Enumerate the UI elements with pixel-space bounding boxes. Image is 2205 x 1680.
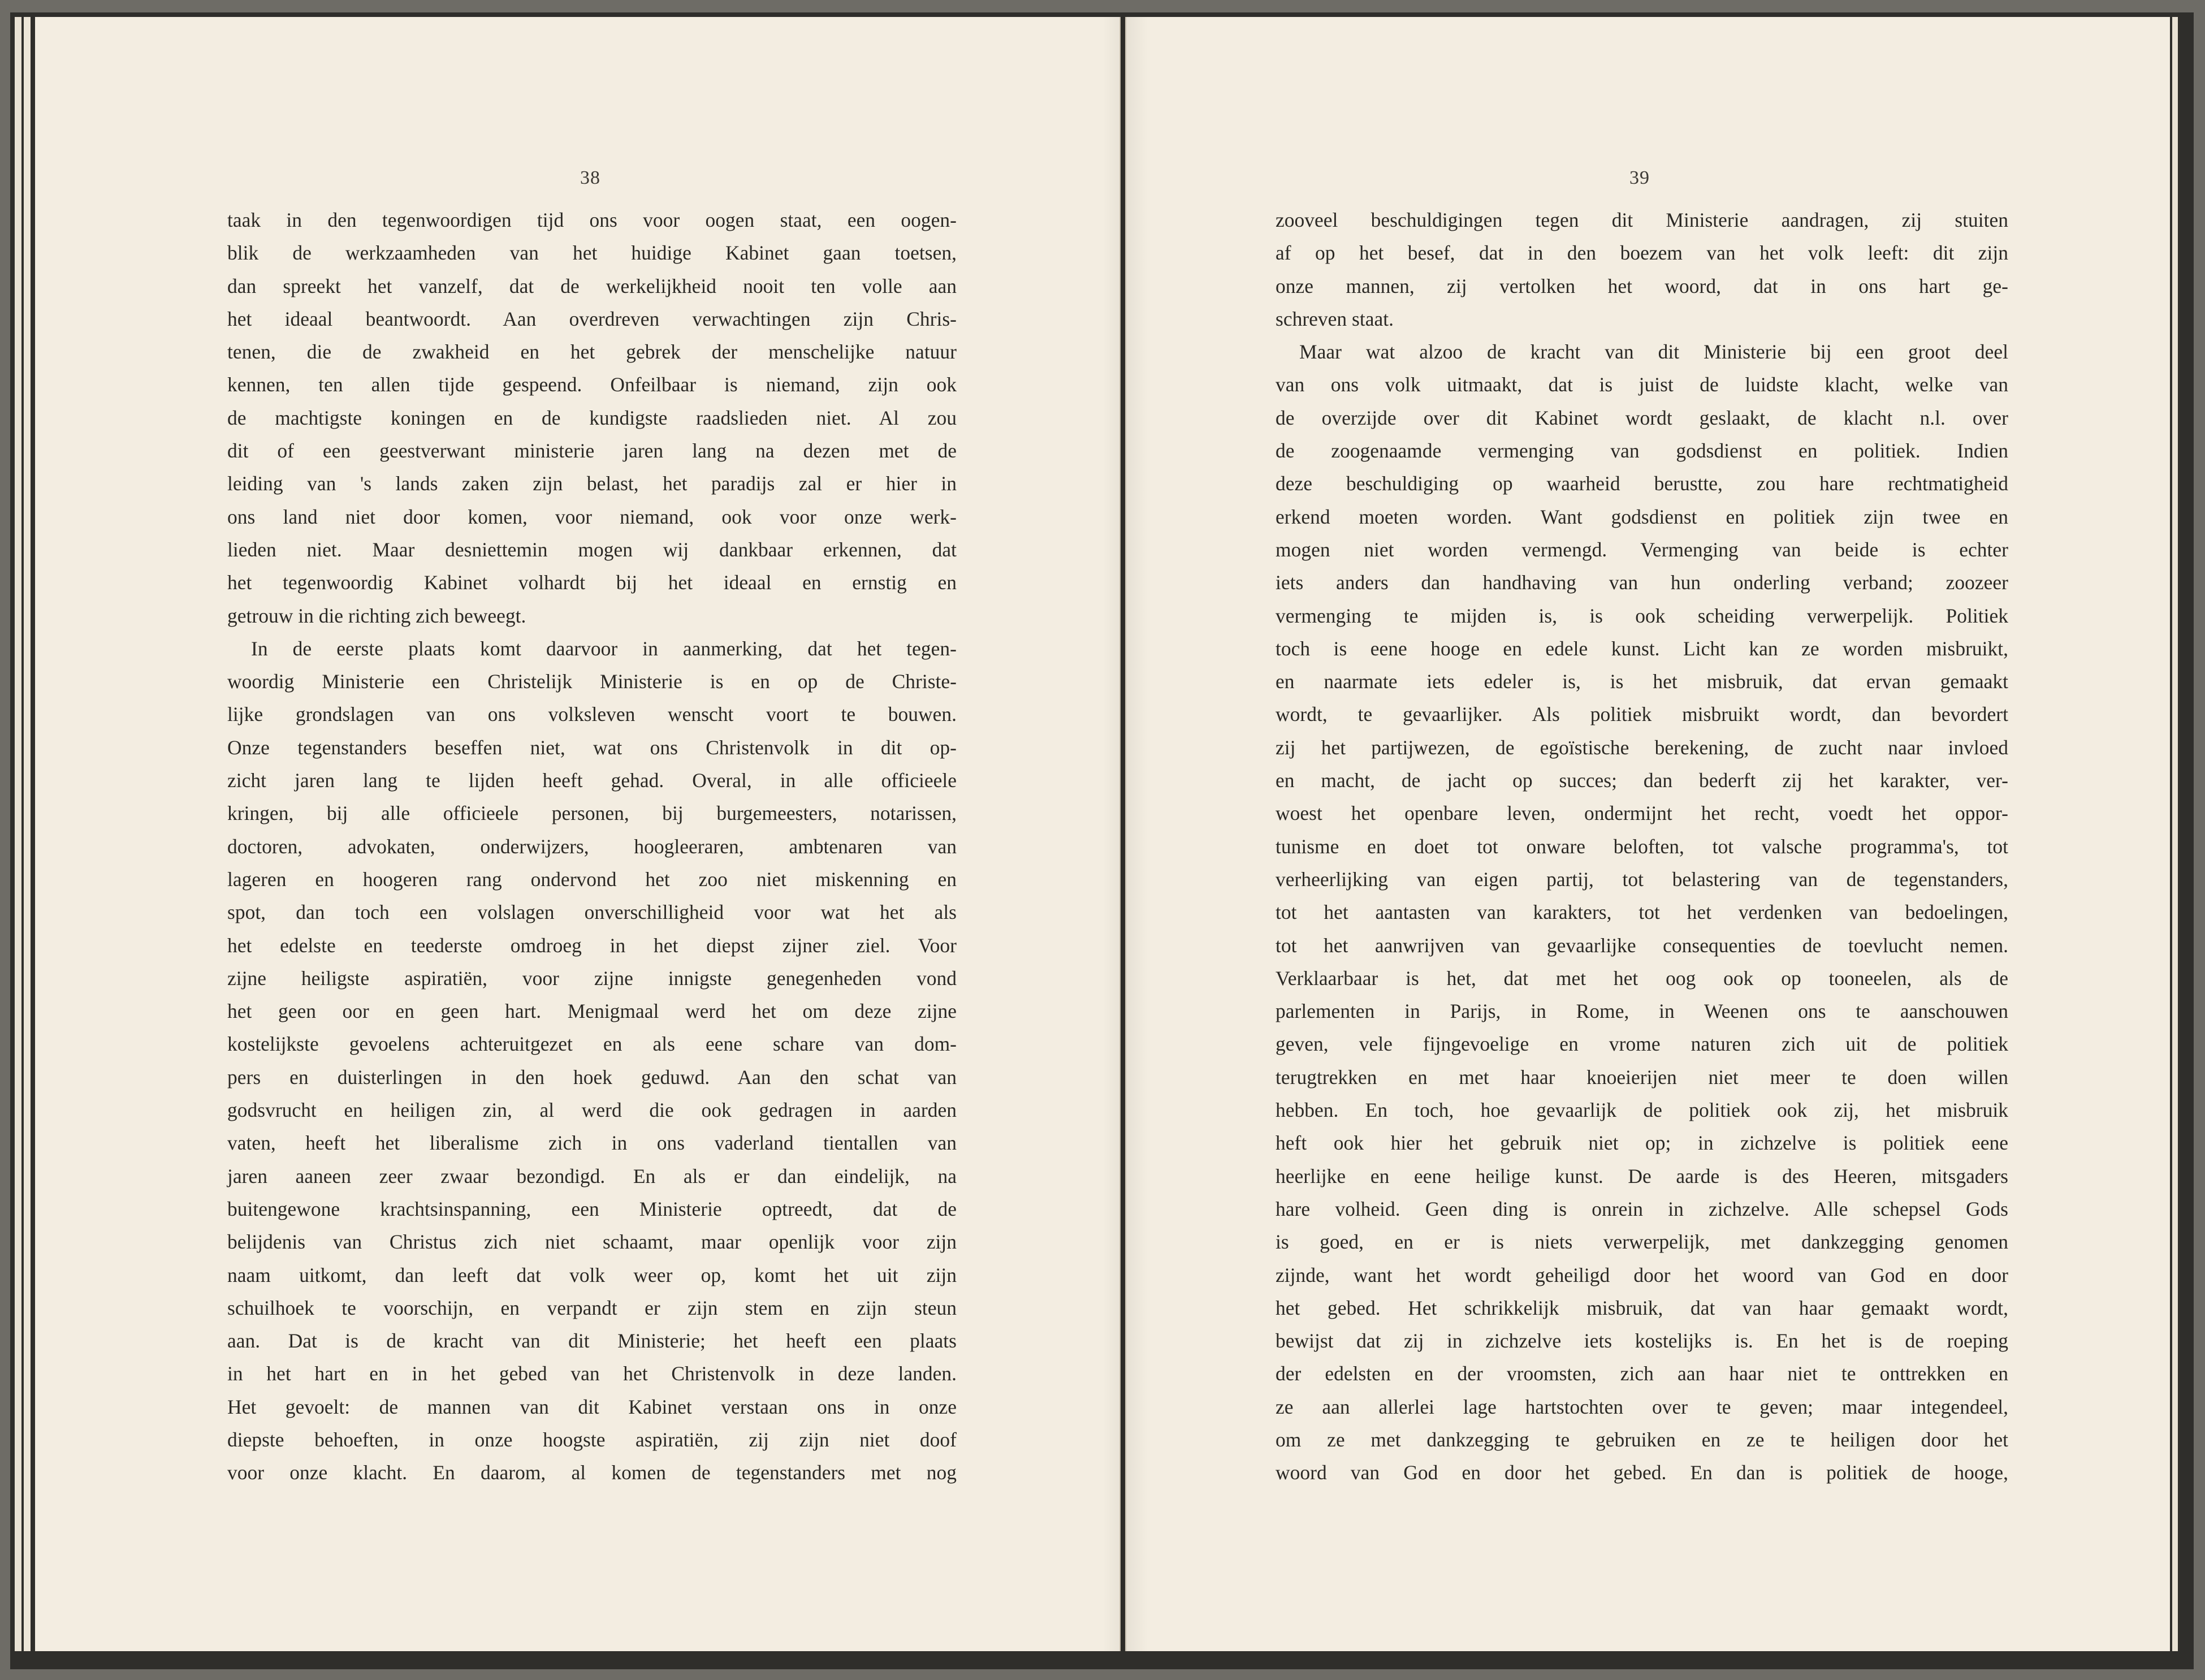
text-line: het edelste en teederste omdroeg in het diepst zijner ziel. Voor [227, 934, 957, 957]
text-line: zijne heiligste aspiratiën, voor zijne innigste genegenheden vond [227, 966, 957, 990]
text-line: iets anders dan handhaving van hun onderling verband; zoozeer [1276, 571, 2008, 594]
text-line: woordig Ministerie een Christelijk Ministerie is en op de Christe- [227, 670, 957, 693]
text-line: en naarmate iets edeler is, is het misbruik, dat ervan gemaakt [1276, 670, 2008, 693]
text-line: vermenging te mijden is, is ook scheiding verwerpelijk. Politiek [1276, 604, 2008, 627]
text-line: mogen niet worden vermengd. Vermenging van beide is echter [1276, 538, 2008, 561]
text-line: tenen, die de zwakheid en het gebrek der menschelijke natuur [227, 340, 957, 364]
text-line: kennen, ten allen tijde gespeend. Onfeilbaar is niemand, zijn ook [227, 373, 957, 396]
page-edge [15, 17, 21, 1651]
text-line: in het hart en in het gebed van het Christenvolk in deze landen. [227, 1362, 957, 1385]
text-line: voor onze klacht. En daarom, al komen de tegenstanders met nog [227, 1461, 957, 1484]
text-line: lageren en hoogeren rang ondervond het zoo niet miskenning en [227, 867, 957, 891]
text-line: kringen, bij alle officieele personen, bij burgemeesters, notarissen, [227, 802, 957, 825]
text-line: onze mannen, zij vertolken het woord, dat in ons hart ge- [1276, 274, 2008, 297]
text-line: dit of een geestverwant ministerie jaren lang na dezen met de [227, 439, 957, 463]
text-line: zooveel beschuldigingen tegen dit Ministerie aandragen, zij stuiten [1276, 209, 2008, 231]
text-line: parlementen in Parijs, in Rome, in Weenen ons te aanschouwen [1276, 1000, 2008, 1023]
text-line: pers en duisterlingen in den hoek geduwd. Aan den schat van [227, 1065, 957, 1089]
text-line: tot het aanwrijven van gevaarlijke consequenties de toevlucht nemen. [1276, 934, 2008, 957]
text-line: leiding van 's lands zaken zijn belast, het paradijs zal er hier in [227, 472, 957, 495]
text-line: het gebed. Het schrikkelijk misbruik, dat van haar gemaakt wordt, [1276, 1296, 2008, 1319]
text-line: taak in den tegenwoordigen tijd ons voor oogen staat, een oogen- [227, 209, 957, 231]
text-line: aan. Dat is de kracht van dit Ministerie; het heeft een plaats [227, 1329, 957, 1353]
text-line: om ze met dankzegging te gebruiken en ze te heiligen door het [1276, 1428, 2008, 1451]
text-line: Maar wat alzoo de kracht van dit Ministerie bij een groot deel [1299, 340, 2008, 364]
text-line: getrouw in die richting zich beweegt. [227, 604, 526, 627]
text-line: vaten, heeft het liberalisme zich in ons vaderland tientallen van [227, 1131, 957, 1155]
text-line: heft ook hier het gebruik niet op; in zichzelve is politiek eene [1276, 1131, 2008, 1155]
text-line: blik de werkzaamheden van het huidige Kabinet gaan toetsen, [227, 241, 957, 265]
text-line: jaren aaneen zeer zwaar bezondigd. En als er dan eindelijk, na [227, 1164, 957, 1187]
page-number-left: 38 [580, 167, 600, 188]
text-line: heerlijke en eene heilige kunst. De aarde is des Heeren, mitsgaders [1276, 1164, 2008, 1187]
text-line: Het gevoelt: de mannen van dit Kabinet verstaan ons in onze [227, 1395, 957, 1418]
text-line: erkend moeten worden. Want godsdienst en politiek zijn twee en [1276, 505, 2008, 528]
right-page-text [1276, 204, 2008, 1489]
text-line: dan spreekt het vanzelf, dat de werkelijkheid nooit ten volle aan [227, 274, 957, 297]
text-line: belijdenis van Christus zich niet schaamt, maar openlijk voor zijn [227, 1230, 957, 1254]
text-line: hare volheid. Geen ding is onrein in zichzelve. Alle schepsel Gods [1276, 1197, 2008, 1220]
text-line: tunisme en doet tot onware beloften, tot valsche programma's, tot [1276, 835, 2008, 858]
text-line: diepste behoeften, in onze hoogste aspiratiën, zij zijn niet doof [227, 1428, 957, 1451]
text-line: toch is eene hooge en edele kunst. Licht kan ze worden misbruikt, [1276, 637, 2008, 660]
text-line: van ons volk uitmaakt, dat is juist de luidste klacht, welke van [1276, 373, 2008, 396]
text-line: verheerlijking van eigen partij, tot belastering van de tegenstanders, [1276, 867, 2008, 891]
text-line: Onze tegenstanders beseffen niet, wat ons Christenvolk in dit op- [227, 736, 957, 759]
text-line: deze beschuldiging op waarheid berustte, zou hare rechtmatigheid [1276, 472, 2008, 495]
text-line: zijnde, want het wordt geheiligd door het woord van God en door [1276, 1263, 2008, 1286]
text-line: geven, vele fijngevoelige en vrome naturen zich uit de politiek [1276, 1033, 2008, 1056]
text-line: der edelsten en der vroomsten, zich aan haar niet te onttrekken en [1276, 1362, 2008, 1385]
text-line: zij het partijwezen, de egoïstische berekening, de zucht naar invloed [1276, 736, 2008, 759]
text-line: buitengewone krachtsinspanning, een Ministerie optreedt, dat de [227, 1197, 957, 1220]
text-line: schreven staat. [1276, 307, 1394, 330]
text-line: woest het openbare leven, ondermijnt het recht, voedt het oppor- [1276, 802, 2008, 825]
text-line: Verklaarbaar is het, dat met het oog ook op tooneelen, als de [1276, 966, 2008, 990]
text-line: doctoren, advokaten, onderwijzers, hoogleeraren, ambtenaren van [227, 835, 957, 858]
text-line: het tegenwoordig Kabinet volhardt bij het ideaal en ernstig en [227, 571, 957, 594]
text-line: wordt, te gevaarlijker. Als politiek misbruikt wordt, dan bevordert [1276, 703, 2008, 726]
text-line: ons land niet door komen, voor niemand, ook voor onze werk- [227, 505, 957, 528]
text-line: woord van God en door het gebed. En dan is politiek de hooge, [1276, 1461, 2008, 1484]
text-line: zicht jaren lang te lijden heeft gehad. Overal, in alle officieele [227, 769, 957, 792]
text-line: schuilhoek te voorschijn, en verpandt er zijn stem en zijn steun [227, 1296, 957, 1319]
text-line: het geen oor en geen hart. Menigmaal werd het om deze zijne [227, 1000, 957, 1023]
text-line: bewijst dat zij in zichzelve iets kostelijks is. En het is de roeping [1276, 1329, 2008, 1353]
text-line: kostelijkste gevoelens achteruitgezet en als eene schare van dom- [227, 1033, 957, 1056]
text-line: ze aan allerlei lage hartstochten over te geven; maar integendeel, [1276, 1395, 2008, 1418]
text-line: het ideaal beantwoordt. Aan overdreven verwachtingen zijn Chris- [227, 307, 957, 330]
text-line: en macht, de jacht op succes; dan bederft zij het karakter, ver- [1276, 769, 2008, 792]
text-line: spot, dan toch een volslagen onverschilligheid voor wat het als [227, 901, 957, 924]
text-line: hebben. En toch, hoe gevaarlijk de politiek ook zij, het misbruik [1276, 1099, 2008, 1122]
text-line: de zoogenaamde vermenging van godsdienst en politiek. Indien [1276, 439, 2008, 463]
text-line: tot het aantasten van karakters, tot het verdenken van bedoelingen, [1276, 901, 2008, 924]
left-page-text [227, 204, 957, 1489]
text-line: af op het besef, dat in den boezem van het volk leeft: dit zijn [1276, 241, 2008, 265]
page-edge [2172, 17, 2178, 1651]
text-line: lieden niet. Maar desniettemin mogen wij dankbaar erkennen, dat [227, 538, 957, 561]
text-line: lijke grondslagen van ons volksleven wenscht voort te bouwen. [227, 703, 957, 726]
text-line: de overzijde over dit Kabinet wordt geslaakt, de klacht n.l. over [1276, 406, 2008, 429]
page-edge [24, 17, 31, 1651]
text-line: godsvrucht en heiligen zin, al werd die ook gedragen in aarden [227, 1099, 957, 1122]
text-line: is goed, en er is niets verwerpelijk, met dankzegging genomen [1276, 1230, 2008, 1254]
text-line: de machtigste koningen en de kundigste raadslieden niet. Al zou [227, 406, 957, 429]
text-line: naam uitkomt, dan leeft dat volk weer op, komt het uit zijn [227, 1263, 957, 1286]
page-number-right: 39 [1629, 167, 1650, 188]
text-line: terugtrekken en met haar knoeierijen niet meer te doen willen [1276, 1065, 2008, 1089]
text-line: In de eerste plaats komt daarvoor in aanmerking, dat het tegen- [251, 637, 957, 660]
